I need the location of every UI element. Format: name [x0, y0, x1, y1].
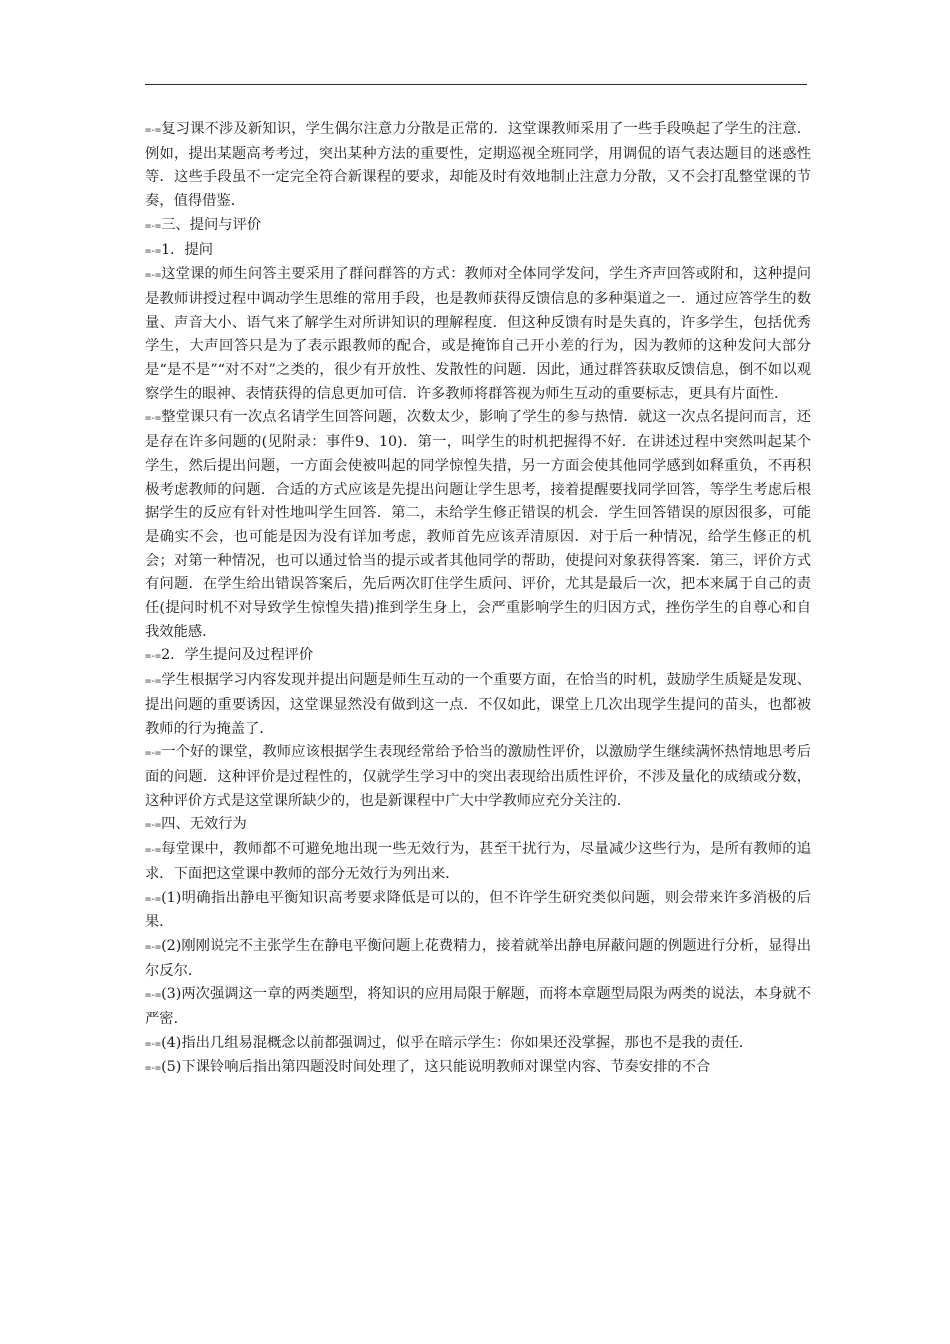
paragraph-marker: =-= — [145, 413, 161, 425]
paragraph-text: (1)明确指出静电平衡知识高考要求降低是可以的，但不许学生研究类似问题，则会带来许多消极的后果． — [145, 889, 811, 931]
paragraph-marker: =-= — [145, 1038, 161, 1050]
paragraph — [145, 669, 811, 741]
paragraph-marker: =-= — [145, 125, 161, 136]
paragraph — [145, 838, 811, 886]
section-heading — [145, 214, 811, 239]
paragraph-text: 整堂课只有一次点名请学生回答问题，次数太少，影响了学生的参与热情．就这一次点名提问而言，还是存在许多问题的(见附录：事件9、10)．第一，叫学生的时机把握得不好．在讲述过程中突然叫起某个学生，然后提出问题，一方面会使被叫起的同学惊惶失措，另一方面会使其他同学感到如释重负，不再积极考虑教师的问题．合适的方式应该是先提出问题让学生思考，接着提醒要找同学回答，等学生考虑后根据学生的反应有针对性地叫学生回答．第二，未给学生修正错误的机会．学生回答错误的原因很多，可能是确实不会，也可能是因为没有详加考虑，教师首先应该弄清原因．对于后一种情况，给学生修正的机会；对第一种情况，也可以通过恰当的提示或者其他同学的帮助，使提问对象获得答案．第三，评价方式有问题．在学生给出错误答案后，先后两次盯住学生质问、评价，尤其是最后一次，把本来属于自己的责任(提问时机不对导致学生惊惶失措)推到学生身上，会严重影响学生的归因方式，挫伤学生的自尊心和自我效能感． — [145, 409, 811, 640]
paragraph-text: (2)刚刚说完不主张学生在静电平衡问题上花费精力，接着就举出静电屏蔽问题的例题进行分析，显得出尔反尔． — [145, 937, 811, 979]
paragraph-text: 每堂课中，教师都不可避免地出现一些无效行为，甚至干扰行为，尽量减少这些行为，是所有教师的追求．下面把这堂课中教师的部分无效行为列出来． — [145, 841, 811, 882]
paragraph-marker: =-= — [145, 676, 161, 688]
section-heading — [145, 813, 811, 838]
paragraph-text: 复习课不涉及新知识，学生偶尔注意力分散是正常的．这堂课教师采用了一些手段唤起了学生的注意．例如，提出某题高考考过，突出某种方法的重要性，定期巡视全班同学，用调侃的语气表达题目的迷惑性等．这些手段虽不一定完全符合新课程的要求，却能及时有效地制止注意力分散，又不会打乱整堂课的节奏，值得借鉴． — [145, 121, 811, 210]
paragraph-marker: =-= — [145, 845, 161, 857]
paragraph-marker: =-= — [145, 893, 161, 905]
paragraph-text: (5)下课铃响后指出第四题没时间处理了，这只能说明教师对课堂内容、节奏安排的不合 — [161, 1059, 711, 1076]
paragraph-text: 1．提问 — [161, 241, 214, 258]
subsection-heading — [145, 239, 811, 264]
subsection-heading — [145, 644, 811, 669]
list-item — [145, 1032, 811, 1057]
paragraph-marker: =-= — [145, 990, 161, 1002]
list-item — [145, 887, 811, 935]
paragraph-marker: =-= — [145, 820, 161, 832]
paragraph-text: (4)指出几组易混概念以前都强调过，似乎在暗示学生：你如果还没掌握，那也不是我的责任． — [161, 1034, 754, 1051]
paragraph-text: 2．学生提问及过程评价 — [161, 647, 314, 664]
paragraph-text: 这堂课的师生问答主要采用了群问群答的方式：教师对全体同学发问，学生齐声回答或附和，这种提问是教师讲授过程中调动学生思维的常用手段，也是教师获得反馈信息的多种渠道之一．通过应答学生的数量、声音大小、语气来了解学生对所讲知识的理解程度．但这种反馈有时是失真的，许多学生，包括优秀学生，大声回答只是为了表示跟教师的配合，或是掩饰自己开小差的行为，因为教师的这种发问大部分是“是不是”“对不对”之类的，很少有开放性、发散性的问题．因此，通过群答获取反馈信息，倒不如以观察学生的眼神、表情获得的信息更加可信．许多教师将群答视为师生互动的重要标志，更具有片面性． — [145, 266, 811, 402]
paragraph-marker: =-= — [145, 1063, 161, 1075]
paragraph-text: 一个好的课堂，教师应该根据学生表现经常给予恰当的激励性评价，以激励学生继续满怀热情地思考后面的问题．这种评价是过程性的，仅就学生学习中的突出表现给出质性评价，不涉及量化的成绩或分数，这种评价方式是这堂课所缺少的，也是新课程中广大中学教师应充分关注的． — [145, 744, 811, 809]
paragraph — [145, 263, 811, 406]
paragraph-marker: =-= — [145, 941, 161, 953]
paragraph-marker: =-= — [145, 245, 161, 257]
paragraph-marker: =-= — [145, 748, 161, 760]
paragraph — [145, 118, 811, 214]
paragraph-text: 四、无效行为 — [161, 816, 247, 833]
list-item — [145, 935, 811, 983]
paragraph — [145, 406, 811, 644]
list-item — [145, 983, 811, 1031]
paragraph-marker: =-= — [145, 270, 161, 282]
document-body — [145, 118, 811, 1081]
paragraph-text: 学生根据学习内容发现并提出问题是师生互动的一个重要方面，在恰当的时机，鼓励学生质疑是发现、提出问题的重要诱因，这堂课显然没有做到这一点．不仅如此，课堂上几次出现学生提问的苗头，也都被教师的行为掩盖了． — [145, 672, 811, 737]
paragraph — [145, 741, 811, 813]
paragraph-marker: =-= — [145, 220, 161, 232]
header-rule — [145, 84, 807, 85]
paragraph-text: 三、提问与评价 — [161, 216, 262, 233]
list-item — [145, 1056, 811, 1081]
paragraph-marker: =-= — [145, 651, 161, 663]
paragraph-text: (3)两次强调这一章的两类题型，将知识的应用局限于解题，而将本章题型局限为两类的说法，本身就不严密． — [145, 986, 811, 1028]
